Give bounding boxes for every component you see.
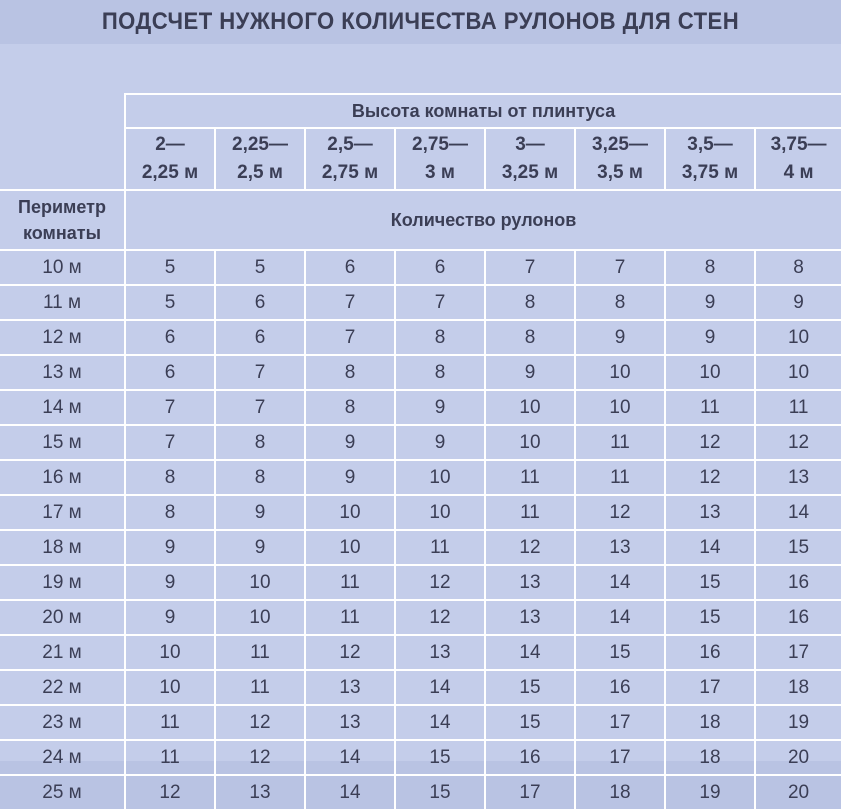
- height-range-line: 2,25 м: [141, 162, 199, 183]
- roll-count-cell: 13: [485, 600, 575, 635]
- roll-count-cell: 9: [395, 425, 485, 460]
- roll-count-cell: 16: [575, 670, 665, 705]
- roll-count-cell: 14: [395, 705, 485, 740]
- roll-count-cell: 14: [575, 600, 665, 635]
- height-range-line: 3,5—: [687, 134, 733, 155]
- roll-count-cell: 8: [125, 495, 215, 530]
- height-range-line: 4 м: [783, 162, 814, 183]
- roll-count-cell: 12: [575, 495, 665, 530]
- roll-count-cell: 11: [395, 530, 485, 565]
- rolls-table: [0, 93, 841, 811]
- roll-count-cell: 9: [305, 460, 395, 495]
- roll-count-cell: 10: [755, 320, 841, 355]
- table-sheet: [0, 44, 841, 803]
- roll-count-cell: 11: [215, 635, 305, 670]
- roll-count-cell: 8: [665, 250, 755, 285]
- roll-count-cell: 9: [575, 320, 665, 355]
- roll-count-cell: 8: [575, 285, 665, 320]
- roll-count-cell: 9: [215, 530, 305, 565]
- roll-count-cell: 14: [755, 495, 841, 530]
- table-row: [0, 565, 841, 600]
- roll-count-cell: 11: [575, 425, 665, 460]
- roll-count-cell: 13: [755, 460, 841, 495]
- roll-count-cell: 12: [125, 775, 215, 810]
- roll-count-cell: 7: [575, 250, 665, 285]
- roll-count-cell: 6: [305, 250, 395, 285]
- height-range-header: [395, 128, 485, 190]
- roll-count-cell: 6: [395, 250, 485, 285]
- roll-count-cell: 14: [575, 565, 665, 600]
- height-range-header: [125, 128, 215, 190]
- roll-count-cell: 9: [665, 285, 755, 320]
- roll-count-cell: 17: [755, 635, 841, 670]
- height-range-header: [665, 128, 755, 190]
- roll-count-cell: 12: [215, 705, 305, 740]
- roll-count-cell: 10: [485, 390, 575, 425]
- height-range-header: [755, 128, 841, 190]
- perimeter-cell: 14 м: [0, 390, 125, 425]
- table-row: [0, 775, 841, 810]
- roll-count-cell: 8: [755, 250, 841, 285]
- roll-count-cell: 9: [665, 320, 755, 355]
- roll-count-cell: 7: [215, 355, 305, 390]
- roll-count-cell: 12: [755, 425, 841, 460]
- perimeter-cell: 12 м: [0, 320, 125, 355]
- height-range-line: 2,75 м: [321, 162, 379, 183]
- height-range-header: [575, 128, 665, 190]
- roll-count-cell: 9: [305, 425, 395, 460]
- roll-count-cell: 17: [665, 670, 755, 705]
- height-range-line: 2—: [155, 134, 185, 155]
- roll-count-cell: 12: [485, 530, 575, 565]
- roll-count-cell: 13: [395, 635, 485, 670]
- height-range-line: 3,5 м: [597, 162, 643, 183]
- roll-count-cell: 8: [485, 320, 575, 355]
- table-row: [0, 425, 841, 460]
- table-row: [0, 320, 841, 355]
- roll-count-cell: 6: [125, 320, 215, 355]
- roll-count-cell: 6: [215, 285, 305, 320]
- roll-count-cell: 8: [305, 390, 395, 425]
- perimeter-cell: 20 м: [0, 600, 125, 635]
- roll-count-cell: 7: [125, 390, 215, 425]
- roll-count-cell: 13: [305, 705, 395, 740]
- roll-count-cell: 19: [665, 775, 755, 810]
- perimeter-cell: 21 м: [0, 635, 125, 670]
- roll-count-cell: 10: [125, 670, 215, 705]
- roll-count-cell: 19: [755, 705, 841, 740]
- height-range-line: 3,25—: [592, 134, 648, 155]
- roll-count-cell: 16: [665, 635, 755, 670]
- roll-count-cell: 12: [305, 635, 395, 670]
- roll-count-cell: 10: [395, 460, 485, 495]
- roll-count-cell: 13: [485, 565, 575, 600]
- roll-count-cell: 6: [215, 320, 305, 355]
- roll-count-cell: 10: [305, 530, 395, 565]
- roll-count-cell: 15: [665, 565, 755, 600]
- table-row: [0, 740, 841, 775]
- height-range-line: 2,5—: [327, 134, 373, 155]
- roll-count-cell: 6: [125, 355, 215, 390]
- roll-count-cell: 11: [305, 600, 395, 635]
- roll-count-cell: 10: [485, 425, 575, 460]
- table-row: [0, 670, 841, 705]
- height-range-header: [485, 128, 575, 190]
- roll-count-cell: 8: [485, 285, 575, 320]
- roll-count-cell: 9: [395, 390, 485, 425]
- roll-count-cell: 11: [485, 460, 575, 495]
- height-range-line: 2,25—: [232, 134, 288, 155]
- roll-count-cell: 18: [665, 740, 755, 775]
- perimeter-cell: 16 м: [0, 460, 125, 495]
- table-row: [0, 460, 841, 495]
- height-range-line: 2,75—: [412, 134, 468, 155]
- roll-count-cell: 12: [395, 600, 485, 635]
- table-row: [0, 285, 841, 320]
- roll-count-cell: 15: [575, 635, 665, 670]
- roll-count-cell: 14: [485, 635, 575, 670]
- roll-count-cell: 13: [215, 775, 305, 810]
- roll-count-cell: 9: [755, 285, 841, 320]
- table-row: [0, 705, 841, 740]
- height-range-header: [215, 128, 305, 190]
- roll-count-cell: 5: [215, 250, 305, 285]
- roll-count-cell: 13: [305, 670, 395, 705]
- perimeter-cell: 13 м: [0, 355, 125, 390]
- count-header: Количество рулонов: [125, 190, 841, 250]
- perimeter-cell: 17 м: [0, 495, 125, 530]
- roll-count-cell: 8: [215, 460, 305, 495]
- perimeter-header: [0, 190, 125, 250]
- perimeter-cell: 19 м: [0, 565, 125, 600]
- roll-count-cell: 16: [755, 600, 841, 635]
- roll-count-cell: 15: [665, 600, 755, 635]
- roll-count-cell: 10: [575, 355, 665, 390]
- perimeter-cell: 18 м: [0, 530, 125, 565]
- roll-count-cell: 9: [215, 495, 305, 530]
- roll-count-cell: 7: [215, 390, 305, 425]
- perimeter-header-line-1: Периметр: [18, 197, 106, 217]
- perimeter-cell: 25 м: [0, 775, 125, 810]
- height-range-line: 3,25 м: [501, 162, 559, 183]
- roll-count-cell: 17: [575, 740, 665, 775]
- perimeter-cell: 10 м: [0, 250, 125, 285]
- roll-count-cell: 8: [395, 355, 485, 390]
- roll-count-cell: 11: [665, 390, 755, 425]
- roll-count-cell: 8: [395, 320, 485, 355]
- table-row: [0, 390, 841, 425]
- roll-count-cell: 10: [125, 635, 215, 670]
- roll-count-cell: 17: [485, 775, 575, 810]
- roll-count-cell: 16: [485, 740, 575, 775]
- roll-count-cell: 11: [485, 495, 575, 530]
- roll-count-cell: 5: [125, 285, 215, 320]
- roll-count-cell: 10: [575, 390, 665, 425]
- roll-count-cell: 17: [575, 705, 665, 740]
- roll-count-cell: 12: [215, 740, 305, 775]
- roll-count-cell: 10: [305, 495, 395, 530]
- roll-count-cell: 15: [755, 530, 841, 565]
- roll-count-cell: 13: [575, 530, 665, 565]
- roll-count-cell: 10: [665, 355, 755, 390]
- roll-count-cell: 14: [305, 775, 395, 810]
- roll-count-cell: 13: [665, 495, 755, 530]
- roll-count-cell: 7: [305, 320, 395, 355]
- height-range-line: 3—: [515, 134, 545, 155]
- roll-count-cell: 7: [125, 425, 215, 460]
- roll-count-cell: 5: [125, 250, 215, 285]
- roll-count-cell: 8: [305, 355, 395, 390]
- roll-count-cell: 11: [125, 740, 215, 775]
- height-range-line: 3 м: [425, 162, 455, 183]
- height-range-header: [305, 128, 395, 190]
- page-title: ПОДСЧЕТ НУЖНОГО КОЛИЧЕСТВА РУЛОНОВ ДЛЯ СТЕН: [101, 8, 740, 35]
- roll-count-cell: 9: [125, 565, 215, 600]
- table-row: [0, 495, 841, 530]
- roll-count-cell: 12: [665, 425, 755, 460]
- roll-count-cell: 10: [215, 600, 305, 635]
- perimeter-header-line-2: комнаты: [23, 223, 101, 243]
- perimeter-cell: 22 м: [0, 670, 125, 705]
- roll-count-cell: 14: [305, 740, 395, 775]
- roll-count-cell: 7: [395, 285, 485, 320]
- table-row: [0, 530, 841, 565]
- roll-count-cell: 10: [215, 565, 305, 600]
- height-range-line: 3,75—: [770, 134, 827, 155]
- roll-count-cell: 9: [125, 530, 215, 565]
- roll-count-cell: 15: [395, 775, 485, 810]
- roll-count-cell: 11: [125, 705, 215, 740]
- roll-count-cell: 18: [755, 670, 841, 705]
- roll-count-cell: 9: [125, 600, 215, 635]
- height-range-line: 3,75 м: [681, 162, 739, 183]
- roll-count-cell: 15: [485, 705, 575, 740]
- roll-count-cell: 14: [665, 530, 755, 565]
- roll-count-cell: 15: [395, 740, 485, 775]
- perimeter-cell: 11 м: [0, 285, 125, 320]
- roll-count-cell: 18: [665, 705, 755, 740]
- roll-count-cell: 14: [395, 670, 485, 705]
- roll-count-cell: 11: [305, 565, 395, 600]
- roll-count-cell: 9: [485, 355, 575, 390]
- height-header: Высота комнаты от плинтуса: [125, 94, 841, 128]
- table-row: [0, 600, 841, 635]
- roll-count-cell: 18: [575, 775, 665, 810]
- roll-count-cell: 10: [755, 355, 841, 390]
- table-row: [0, 355, 841, 390]
- roll-count-cell: 11: [755, 390, 841, 425]
- roll-count-cell: 12: [665, 460, 755, 495]
- perimeter-cell: 24 м: [0, 740, 125, 775]
- roll-count-cell: 11: [575, 460, 665, 495]
- roll-count-cell: 15: [485, 670, 575, 705]
- roll-count-cell: 8: [215, 425, 305, 460]
- roll-count-cell: 20: [755, 740, 841, 775]
- table-corner: [0, 94, 125, 190]
- roll-count-cell: 11: [215, 670, 305, 705]
- height-range-line: 2,5 м: [237, 162, 283, 183]
- roll-count-cell: 7: [305, 285, 395, 320]
- roll-count-cell: 10: [395, 495, 485, 530]
- perimeter-cell: 15 м: [0, 425, 125, 460]
- roll-count-cell: 12: [395, 565, 485, 600]
- table-row: [0, 635, 841, 670]
- roll-count-cell: 16: [755, 565, 841, 600]
- roll-count-cell: 20: [755, 775, 841, 810]
- roll-count-cell: 8: [125, 460, 215, 495]
- perimeter-cell: 23 м: [0, 705, 125, 740]
- table-row: [0, 250, 841, 285]
- roll-count-cell: 7: [485, 250, 575, 285]
